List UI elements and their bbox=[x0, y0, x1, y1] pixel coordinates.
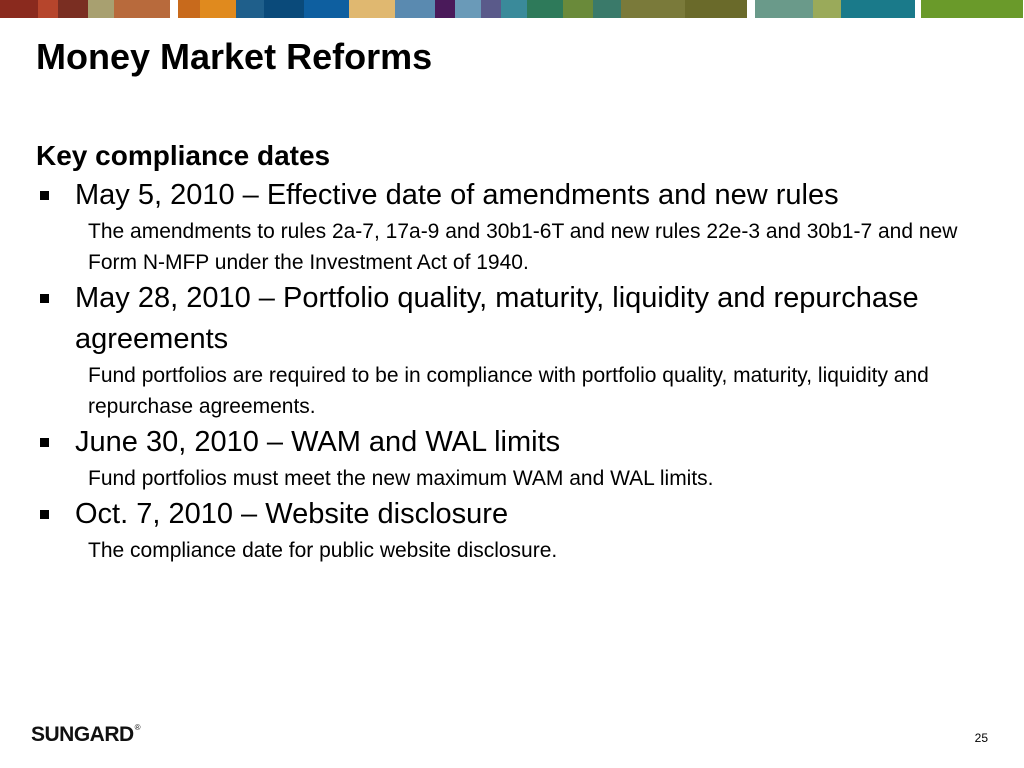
bullet-headline: Oct. 7, 2010 – Website disclosure bbox=[75, 498, 509, 530]
color-bar-segment bbox=[114, 0, 170, 18]
slide-title: Money Market Reforms bbox=[36, 36, 433, 77]
square-bullet-icon bbox=[40, 510, 49, 519]
color-bar-segment bbox=[264, 0, 304, 18]
color-bar-segment bbox=[435, 0, 455, 18]
color-bar-segment bbox=[178, 0, 200, 18]
color-bar-segment bbox=[395, 0, 435, 18]
color-bar-segment bbox=[755, 0, 813, 18]
color-bar-segment bbox=[747, 0, 755, 18]
color-bar-segment bbox=[304, 0, 349, 18]
color-bar-segment bbox=[58, 0, 88, 18]
color-bar-segment bbox=[621, 0, 685, 18]
bullet-detail: Fund portfolios must meet the new maximum WAM and WAL limits. bbox=[88, 467, 714, 490]
bullet-detail: Fund portfolios are required to be in compliance with portfolio quality, maturity, liquidity and repurchase agreements. bbox=[88, 364, 929, 418]
decorative-color-bar bbox=[0, 0, 1024, 18]
square-bullet-icon bbox=[40, 438, 49, 447]
color-bar-segment bbox=[593, 0, 621, 18]
color-bar-segment bbox=[527, 0, 563, 18]
color-bar-segment bbox=[170, 0, 178, 18]
bullet-item bbox=[36, 422, 996, 463]
bullet-headline: May 5, 2010 – Effective date of amendments and new rules bbox=[75, 179, 839, 211]
color-bar-segment bbox=[563, 0, 593, 18]
color-bar-segment bbox=[921, 0, 1023, 18]
bullet-item bbox=[36, 175, 996, 216]
bullet-item bbox=[36, 494, 996, 535]
color-bar-segment bbox=[501, 0, 527, 18]
bullet-detail: The amendments to rules 2a-7, 17a-9 and 30b1-6T and new rules 22e-3 and 30b1-7 and new Form N-MFP under the Investment Act of 1940. bbox=[88, 220, 958, 274]
slide-body bbox=[36, 137, 996, 566]
square-bullet-icon bbox=[40, 294, 49, 303]
color-bar-segment bbox=[813, 0, 841, 18]
sungard-logo bbox=[31, 723, 141, 747]
color-bar-segment bbox=[88, 0, 114, 18]
registered-mark: ® bbox=[134, 723, 141, 732]
color-bar-segment bbox=[455, 0, 481, 18]
bullet-headline: June 30, 2010 – WAM and WAL limits bbox=[75, 426, 561, 458]
bullet-detail: The compliance date for public website disclosure. bbox=[88, 539, 558, 562]
color-bar-segment bbox=[841, 0, 915, 18]
color-bar-segment bbox=[685, 0, 747, 18]
bullet-headline: May 28, 2010 – Portfolio quality, maturity, liquidity and repurchase agreements bbox=[75, 282, 919, 355]
color-bar-segment bbox=[0, 0, 38, 18]
section-heading: Key compliance dates bbox=[36, 140, 331, 171]
color-bar-segment bbox=[349, 0, 395, 18]
color-bar-segment bbox=[200, 0, 236, 18]
square-bullet-icon bbox=[40, 191, 49, 200]
color-bar-segment bbox=[38, 0, 58, 18]
logo-wordmark: SUNGARD bbox=[31, 723, 134, 746]
color-bar-segment bbox=[481, 0, 501, 18]
color-bar-segment bbox=[236, 0, 264, 18]
bullet-item bbox=[36, 278, 996, 360]
page-number: 25 bbox=[974, 731, 988, 745]
